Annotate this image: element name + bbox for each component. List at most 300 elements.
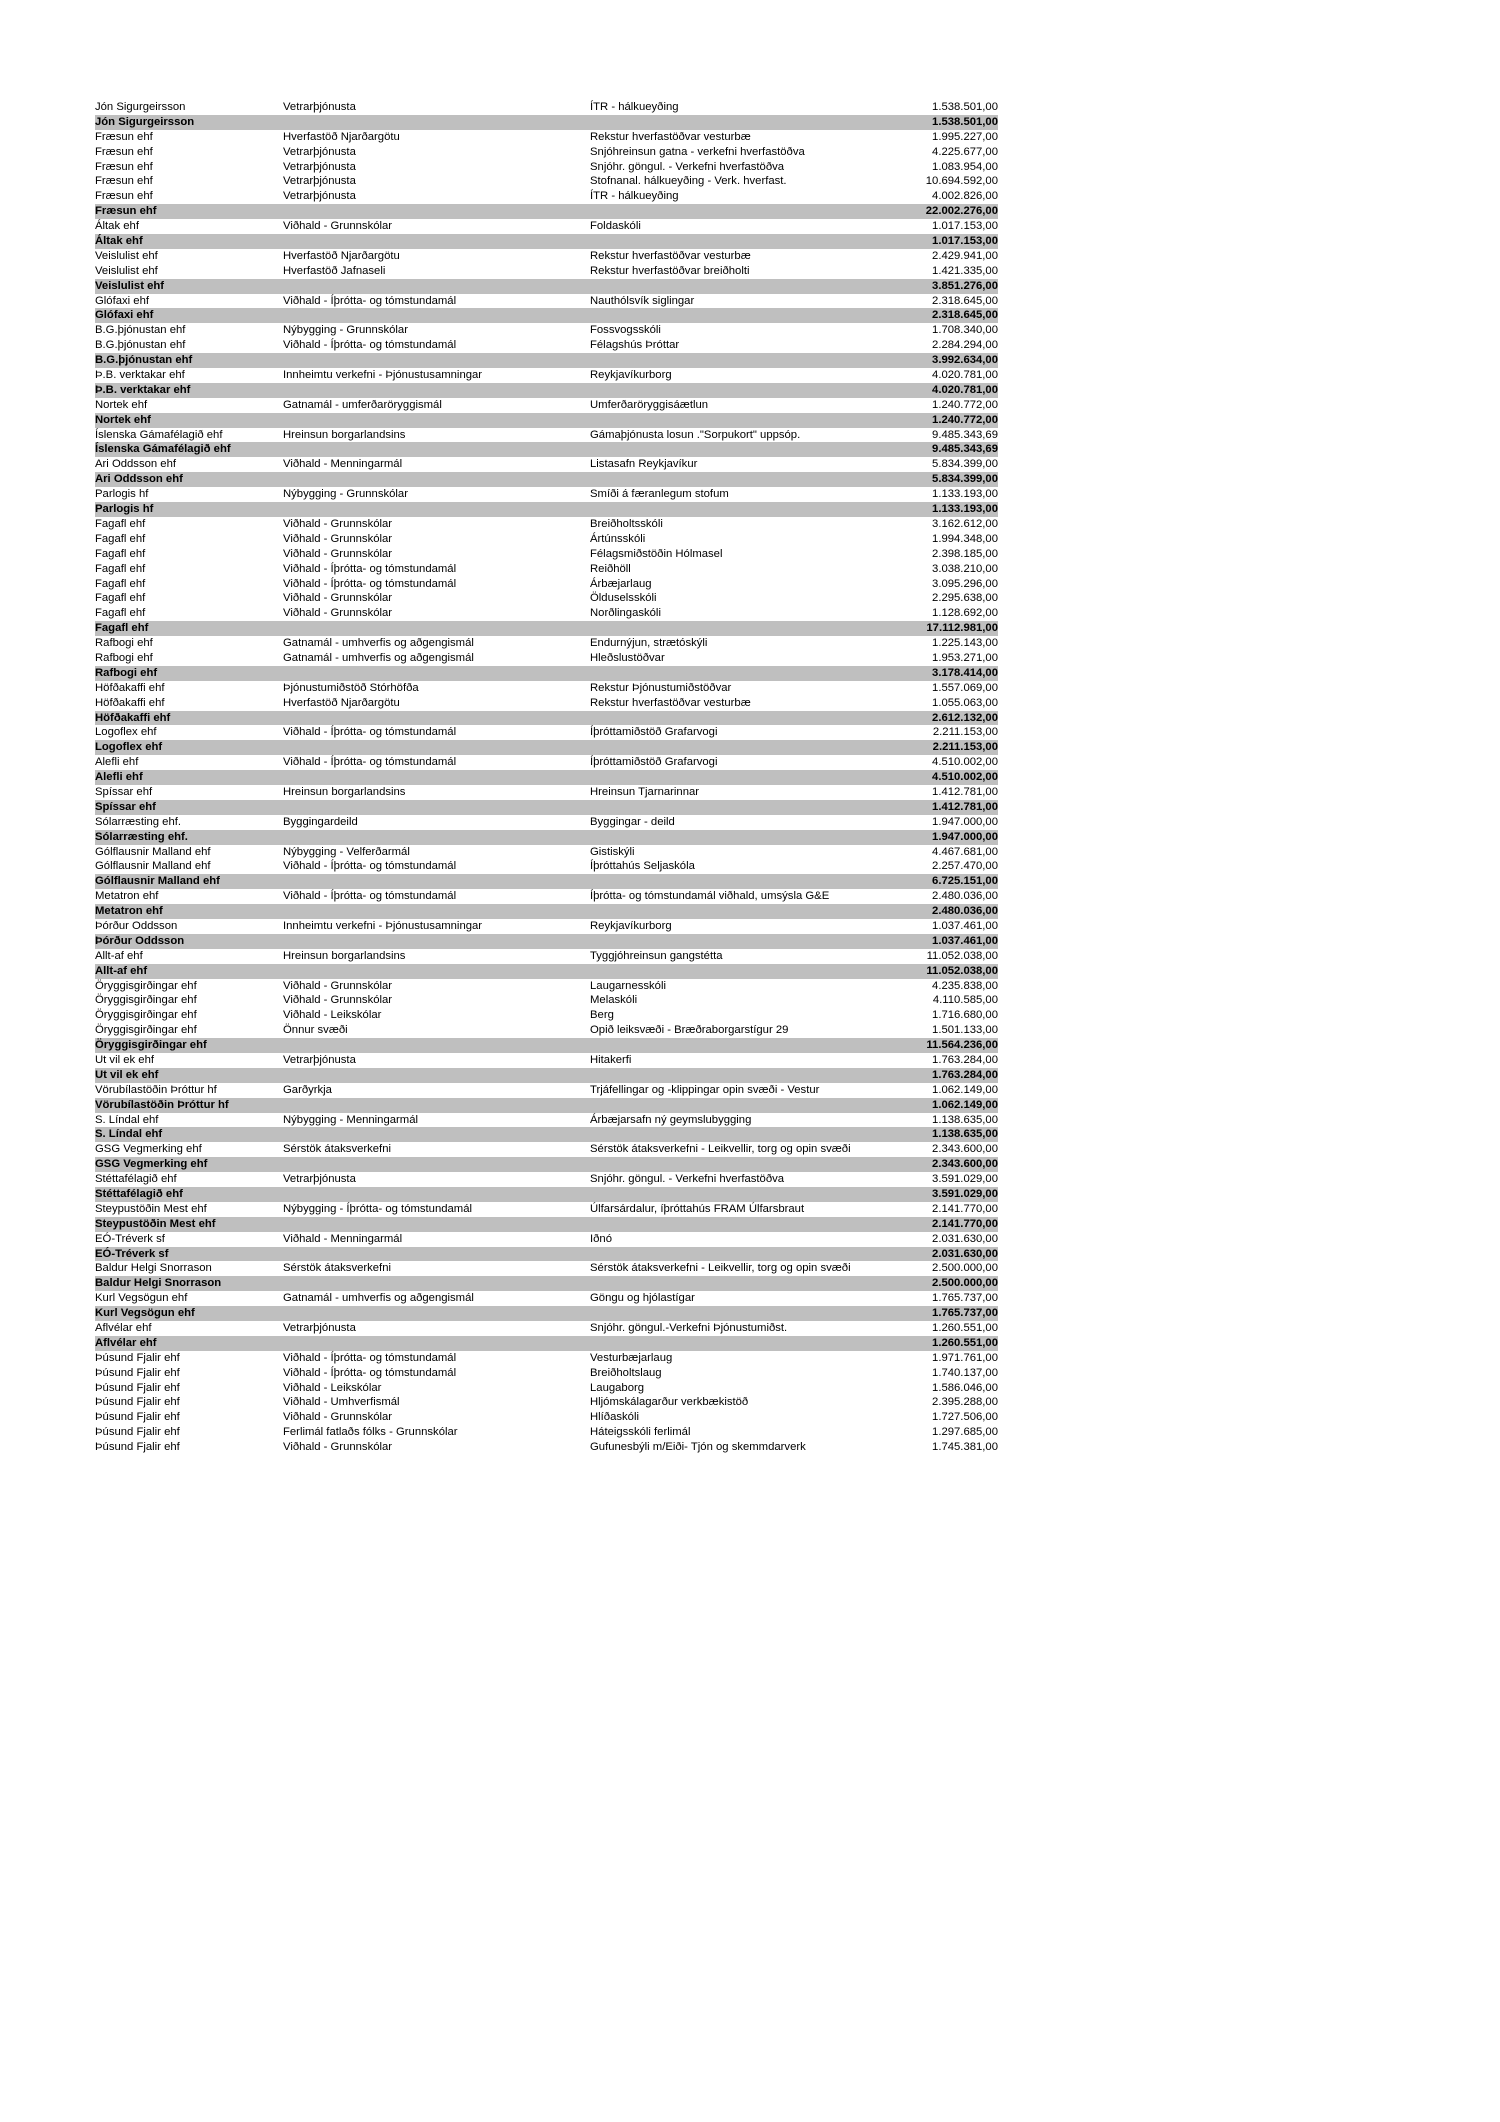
subtotal-row bbox=[95, 1276, 998, 1291]
vendor-cell: Metatron ehf bbox=[95, 905, 163, 918]
description-cell: Félagsmiðstöðin Hólmasel bbox=[590, 547, 723, 560]
amount-cell: 2.211.153,00 bbox=[932, 741, 998, 754]
vendor-cell: Þúsund Fjalir ehf bbox=[95, 1426, 180, 1439]
amount-cell: 1.260.551,00 bbox=[932, 1322, 998, 1335]
amount-cell: 1.297.685,00 bbox=[932, 1426, 998, 1439]
subtotal-row bbox=[95, 740, 998, 755]
amount-cell: 3.591.029,00 bbox=[932, 1173, 998, 1186]
vendor-cell: Fagafl ehf bbox=[95, 547, 146, 560]
description-cell: Sérstök átaksverkefni - Leikvellir, torg og opin svæði bbox=[590, 1143, 851, 1156]
vendor-cell: S. Líndal ehf bbox=[95, 1113, 159, 1126]
amount-cell: 1.062.149,00 bbox=[932, 1098, 998, 1111]
category-cell: Nýbygging - Menningarmál bbox=[283, 1113, 418, 1126]
category-cell: Garðyrkja bbox=[283, 1083, 332, 1096]
table-row bbox=[95, 145, 998, 160]
amount-cell: 4.510.002,00 bbox=[932, 771, 998, 784]
table-row bbox=[95, 725, 998, 740]
category-cell: Byggingardeild bbox=[283, 815, 358, 828]
amount-cell: 11.052.038,00 bbox=[926, 949, 998, 962]
table-row bbox=[95, 1395, 998, 1410]
description-cell: Laugarnesskóli bbox=[590, 979, 666, 992]
vendor-cell: Þúsund Fjalir ehf bbox=[95, 1381, 180, 1394]
vendor-cell: Kurl Vegsögun ehf bbox=[95, 1292, 188, 1305]
subtotal-row bbox=[95, 1247, 998, 1262]
amount-cell: 3.162.612,00 bbox=[932, 517, 998, 530]
subtotal-row bbox=[95, 279, 998, 294]
vendor-cell: GSG Vegmerking ehf bbox=[95, 1143, 202, 1156]
description-cell: Byggingar - deild bbox=[590, 815, 675, 828]
table-row bbox=[95, 651, 998, 666]
amount-cell: 1.745.381,00 bbox=[932, 1441, 998, 1454]
vendor-cell: Metatron ehf bbox=[95, 890, 159, 903]
description-cell: Hlíðaskóli bbox=[590, 1411, 639, 1424]
amount-cell: 1.412.781,00 bbox=[932, 800, 998, 813]
table-row bbox=[95, 1425, 998, 1440]
subtotal-row bbox=[95, 711, 998, 726]
table-row bbox=[95, 100, 998, 115]
description-cell: Rekstur hverfastöðvar vesturbæ bbox=[590, 696, 751, 709]
description-cell: Háteigsskóli ferlimál bbox=[590, 1426, 691, 1439]
description-cell: Gámaþjónusta losun ."Sorpukort" uppsóp. bbox=[590, 428, 801, 441]
amount-cell: 1.133.193,00 bbox=[932, 503, 998, 516]
category-cell: Viðhald - Íþrótta- og tómstundamál bbox=[283, 890, 457, 903]
vendor-cell: S. Líndal ehf bbox=[95, 1128, 163, 1141]
vendor-cell: Aflvélar ehf bbox=[95, 1336, 157, 1349]
vendor-cell: Baldur Helgi Snorrason bbox=[95, 1262, 212, 1275]
category-cell: Nýbygging - Íþrótta- og tómstundamál bbox=[283, 1202, 473, 1215]
amount-cell: 4.110.585,00 bbox=[932, 994, 998, 1007]
amount-cell: 2.318.645,00 bbox=[932, 294, 998, 307]
description-cell: Hleðslustöðvar bbox=[590, 651, 665, 664]
description-cell: Hitakerfi bbox=[590, 1054, 632, 1066]
category-cell: Gatnamál - umhverfis og aðgengismál bbox=[283, 637, 474, 650]
table-row bbox=[95, 636, 998, 651]
table-row bbox=[95, 249, 998, 264]
description-cell: Íþróttahús Seljaskóla bbox=[590, 860, 695, 873]
vendor-cell: Steypustöðin Mest ehf bbox=[95, 1217, 216, 1230]
vendor-cell: Fagafl ehf bbox=[95, 607, 146, 620]
vendor-cell: Veislulist ehf bbox=[95, 264, 158, 277]
amount-cell: 2.612.132,00 bbox=[932, 711, 998, 724]
vendor-cell: Þúsund Fjalir ehf bbox=[95, 1441, 180, 1454]
vendor-cell: Þúsund Fjalir ehf bbox=[95, 1366, 180, 1379]
vendor-cell: Áltak ehf bbox=[95, 235, 143, 248]
description-cell: Íþróttamiðstöð Grafarvogi bbox=[590, 726, 718, 739]
subtotal-row bbox=[95, 234, 998, 249]
table-row bbox=[95, 323, 998, 338]
amount-cell: 6.725.151,00 bbox=[932, 875, 998, 888]
amount-cell: 2.257.470,00 bbox=[932, 860, 998, 873]
subtotal-row bbox=[95, 874, 998, 889]
amount-cell: 1.538.501,00 bbox=[932, 101, 998, 113]
vendor-cell: Áltak ehf bbox=[95, 220, 139, 233]
category-cell: Viðhald - Grunnskólar bbox=[283, 532, 393, 545]
amount-cell: 1.994.348,00 bbox=[932, 532, 998, 545]
category-cell: Þjónustumiðstöð Stórhöfða bbox=[283, 681, 419, 694]
table-row bbox=[95, 755, 998, 770]
description-cell: Úlfarsárdalur, íþróttahús FRAM Úlfarsbraut bbox=[590, 1202, 805, 1215]
description-cell: Snjóhr. göngul.-Verkefni Þjónustumiðst. bbox=[590, 1322, 788, 1335]
vendor-cell: Alefli ehf bbox=[95, 756, 139, 769]
vendor-cell: Öryggisgirðingar ehf bbox=[95, 1039, 207, 1052]
subtotal-row bbox=[95, 1038, 998, 1053]
vendor-cell: Höfðakaffi ehf bbox=[95, 711, 171, 724]
vendor-cell: Fagafl ehf bbox=[95, 622, 149, 635]
category-cell: Viðhald - Grunnskólar bbox=[283, 220, 393, 233]
amount-cell: 4.225.677,00 bbox=[932, 145, 998, 158]
description-cell: Laugaborg bbox=[590, 1381, 645, 1394]
subtotal-row bbox=[95, 1306, 998, 1321]
description-cell: Foldaskóli bbox=[590, 220, 641, 233]
amount-cell: 1.260.551,00 bbox=[932, 1336, 998, 1349]
vendor-cell: Rafbogi ehf bbox=[95, 637, 153, 650]
vendor-cell: Kurl Vegsögun ehf bbox=[95, 1307, 195, 1320]
amount-cell: 2.480.036,00 bbox=[932, 905, 998, 918]
amount-cell: 1.765.737,00 bbox=[932, 1292, 998, 1305]
vendor-cell: Fagafl ehf bbox=[95, 592, 146, 605]
category-cell: Innheimtu verkefni - Þjónustusamningar bbox=[283, 919, 483, 932]
category-cell: Viðhald - Íþrótta- og tómstundamál bbox=[283, 1351, 457, 1364]
vendor-cell: Þúsund Fjalir ehf bbox=[95, 1351, 180, 1364]
table-row bbox=[95, 979, 998, 994]
vendor-cell: Parlogis hf bbox=[95, 503, 154, 516]
vendor-cell: Glófaxi ehf bbox=[95, 294, 150, 307]
vendor-cell: Þúsund Fjalir ehf bbox=[95, 1396, 180, 1409]
vendor-cell: Höfðakaffi ehf bbox=[95, 696, 165, 709]
category-cell: Sérstök átaksverkefni bbox=[283, 1262, 391, 1275]
amount-cell: 2.031.630,00 bbox=[932, 1232, 998, 1245]
description-cell: Íþróttamiðstöð Grafarvogi bbox=[590, 756, 718, 769]
amount-cell: 9.485.343,69 bbox=[932, 443, 998, 456]
description-cell: Opið leiksvæði - Bræðraborgarstígur 29 bbox=[590, 1024, 789, 1037]
table-row bbox=[95, 457, 998, 472]
description-cell: Iðnó bbox=[590, 1232, 612, 1245]
vendor-cell: B.G.þjónustan ehf bbox=[95, 339, 186, 352]
vendor-cell: EÓ-Tréverk sf bbox=[95, 1247, 169, 1260]
vendor-cell: Fræsun ehf bbox=[95, 205, 157, 218]
amount-cell: 11.052.038,00 bbox=[926, 964, 998, 977]
vendor-cell: Öryggisgirðingar ehf bbox=[95, 994, 197, 1007]
category-cell: Vetrarþjónusta bbox=[283, 190, 356, 203]
subtotal-row bbox=[95, 830, 998, 845]
amount-cell: 3.851.276,00 bbox=[932, 279, 998, 292]
category-cell: Viðhald - Grunnskólar bbox=[283, 607, 393, 620]
table-row bbox=[95, 1142, 998, 1157]
amount-cell: 10.694.592,00 bbox=[925, 175, 998, 188]
category-cell: Viðhald - Íþrótta- og tómstundamál bbox=[283, 577, 457, 590]
amount-cell: 5.834.399,00 bbox=[932, 458, 998, 471]
table-row bbox=[95, 1321, 998, 1336]
vendor-cell: EÓ-Tréverk sf bbox=[95, 1232, 165, 1245]
vendor-cell: Fagafl ehf bbox=[95, 532, 146, 545]
description-cell: Rekstur Þjónustumiðstöðvar bbox=[590, 681, 732, 694]
table-row bbox=[95, 889, 998, 904]
vendor-cell: Fræsun ehf bbox=[95, 145, 153, 158]
amount-cell: 1.765.737,00 bbox=[932, 1307, 998, 1320]
category-cell: Viðhald - Leikskólar bbox=[283, 1009, 382, 1022]
description-cell: Rekstur hverfastöðvar breiðholti bbox=[590, 264, 750, 277]
vendor-cell: B.G.þjónustan ehf bbox=[95, 324, 186, 337]
category-cell: Nýbygging - Grunnskólar bbox=[283, 324, 408, 337]
vendor-cell: Íslenska Gámafélagið ehf bbox=[95, 443, 231, 456]
amount-cell: 1.971.761,00 bbox=[932, 1351, 998, 1364]
vendor-cell: Aflvélar ehf bbox=[95, 1322, 152, 1335]
vendor-cell: Stéttafélagið ehf bbox=[95, 1173, 177, 1186]
table-row bbox=[95, 1023, 998, 1038]
category-cell: Viðhald - Íþrótta- og tómstundamál bbox=[283, 294, 457, 307]
table-row bbox=[95, 532, 998, 547]
table-row bbox=[95, 1261, 998, 1276]
subtotal-row bbox=[95, 502, 998, 517]
amount-cell: 1.716.680,00 bbox=[932, 1009, 998, 1022]
vendor-cell: Nortek ehf bbox=[95, 398, 148, 411]
category-cell: Viðhald - Menningarmál bbox=[283, 458, 403, 471]
description-cell: Ártúnsskóli bbox=[590, 532, 646, 545]
subtotal-row bbox=[95, 1068, 998, 1083]
amount-cell: 2.141.770,00 bbox=[932, 1217, 998, 1230]
description-cell: Stofnanal. hálkueyðing - Verk. hverfast. bbox=[590, 175, 787, 188]
table-row bbox=[95, 845, 998, 860]
vendor-cell: Allt-af ehf bbox=[95, 964, 148, 977]
amount-cell: 1.138.635,00 bbox=[932, 1128, 998, 1141]
category-cell: Vetrarþjónusta bbox=[283, 1322, 356, 1335]
vendor-cell: Spíssar ehf bbox=[95, 785, 153, 798]
vendor-cell: Þ.B. verktakar ehf bbox=[95, 383, 191, 396]
category-cell: Vetrarþjónusta bbox=[283, 145, 356, 158]
category-cell: Gatnamál - umhverfis og aðgengismál bbox=[283, 651, 474, 664]
vendor-cell: Stéttafélagið ehf bbox=[95, 1188, 183, 1201]
table-row bbox=[95, 696, 998, 711]
vendor-cell: Vörubílastöðin Þróttur hf bbox=[95, 1083, 217, 1096]
description-cell: Tyggjóhreinsun gangstétta bbox=[590, 949, 723, 962]
table-row bbox=[95, 815, 998, 830]
table-row bbox=[95, 189, 998, 204]
description-cell: Félagshús Þróttar bbox=[590, 339, 680, 352]
table-row bbox=[95, 219, 998, 234]
description-cell: Norðlingaskóli bbox=[590, 607, 661, 620]
table-row bbox=[95, 547, 998, 562]
vendor-cell: Gólflausnir Malland ehf bbox=[95, 845, 211, 858]
table-row bbox=[95, 1083, 998, 1098]
subtotal-row bbox=[95, 442, 998, 457]
category-cell: Viðhald - Umhverfismál bbox=[283, 1396, 400, 1409]
amount-cell: 17.112.981,00 bbox=[926, 622, 998, 635]
table-row bbox=[95, 949, 998, 964]
amount-cell: 1.501.133,00 bbox=[932, 1024, 998, 1037]
description-cell: Göngu og hjólastígar bbox=[590, 1292, 695, 1305]
table-row bbox=[95, 174, 998, 189]
vendor-cell: GSG Vegmerking ehf bbox=[95, 1158, 208, 1171]
amount-cell: 2.395.288,00 bbox=[932, 1396, 998, 1409]
category-cell: Viðhald - Grunnskólar bbox=[283, 517, 393, 530]
amount-cell: 1.586.046,00 bbox=[932, 1381, 998, 1394]
subtotal-row bbox=[95, 115, 998, 130]
amount-cell: 3.095.296,00 bbox=[932, 577, 998, 590]
amount-cell: 4.020.781,00 bbox=[932, 369, 998, 382]
subtotal-row bbox=[95, 1336, 998, 1351]
vendor-cell: Nortek ehf bbox=[95, 413, 151, 426]
vendor-cell: Fagafl ehf bbox=[95, 517, 146, 530]
table-row bbox=[95, 294, 998, 309]
table-row bbox=[95, 428, 998, 443]
amount-cell: 1.037.461,00 bbox=[932, 934, 998, 947]
table-row bbox=[95, 1351, 998, 1366]
description-cell: Reykjavíkurborg bbox=[590, 919, 672, 932]
amount-cell: 2.295.638,00 bbox=[932, 592, 998, 605]
description-cell: Gufunesbýli m/Eiði- Tjón og skemmdarverk bbox=[590, 1441, 806, 1454]
vendor-cell: Fræsun ehf bbox=[95, 160, 153, 173]
description-cell: Reykjavíkurborg bbox=[590, 369, 672, 382]
category-cell: Viðhald - Grunnskólar bbox=[283, 1411, 393, 1424]
description-cell: Snjóhr. göngul. - Verkefni hverfastöðva bbox=[590, 1173, 785, 1186]
category-cell: Hreinsun borgarlandsins bbox=[283, 949, 406, 962]
amount-cell: 4.467.681,00 bbox=[932, 845, 998, 858]
table-row bbox=[95, 606, 998, 621]
amount-cell: 1.763.284,00 bbox=[932, 1054, 998, 1066]
subtotal-row bbox=[95, 666, 998, 681]
description-cell: Fossvogsskóli bbox=[590, 324, 661, 337]
table-row bbox=[95, 1008, 998, 1023]
amount-cell: 2.343.600,00 bbox=[932, 1143, 998, 1156]
category-cell: Viðhald - Menningarmál bbox=[283, 1232, 403, 1245]
table-row bbox=[95, 1366, 998, 1381]
table-row bbox=[95, 1053, 998, 1068]
amount-cell: 4.510.002,00 bbox=[932, 756, 998, 769]
vendor-cell: Veislulist ehf bbox=[95, 279, 165, 292]
amount-cell: 1.995.227,00 bbox=[932, 130, 998, 143]
category-cell: Viðhald - Íþrótta- og tómstundamál bbox=[283, 726, 457, 739]
description-cell: Hljómskálagarður verkbækistöð bbox=[590, 1396, 749, 1409]
subtotal-row bbox=[95, 800, 998, 815]
category-cell: Gatnamál - umhverfis og aðgengismál bbox=[283, 1292, 474, 1305]
amount-cell: 1.421.335,00 bbox=[932, 264, 998, 277]
amount-cell: 1.538.501,00 bbox=[932, 115, 998, 128]
table-row bbox=[95, 487, 998, 502]
amount-cell: 22.002.276,00 bbox=[925, 205, 998, 218]
amount-cell: 2.284.294,00 bbox=[932, 339, 998, 352]
description-cell: Ölduselsskóli bbox=[590, 592, 657, 605]
vendor-cell: B.G.þjónustan ehf bbox=[95, 354, 193, 367]
description-cell: Hreinsun Tjarnarinnar bbox=[590, 785, 700, 798]
description-cell: Sérstök átaksverkefni - Leikvellir, torg og opin svæði bbox=[590, 1262, 851, 1275]
amount-cell: 3.992.634,00 bbox=[932, 354, 998, 367]
description-cell: Vesturbæjarlaug bbox=[590, 1351, 673, 1364]
vendor-cell: Fagafl ehf bbox=[95, 562, 146, 575]
vendor-cell: Fagafl ehf bbox=[95, 577, 146, 590]
amount-cell: 1.708.340,00 bbox=[932, 324, 998, 337]
table-row bbox=[95, 130, 998, 145]
description-cell: ÍTR - hálkueyðing bbox=[590, 101, 679, 113]
amount-cell: 1.947.000,00 bbox=[932, 830, 998, 843]
vendor-cell: Jón Sigurgeirsson bbox=[95, 101, 186, 113]
amount-cell: 2.500.000,00 bbox=[932, 1277, 998, 1290]
table-row bbox=[95, 859, 998, 874]
category-cell: Vetrarþjónusta bbox=[283, 160, 356, 173]
subtotal-row bbox=[95, 770, 998, 785]
table-row bbox=[95, 577, 998, 592]
table-row bbox=[95, 562, 998, 577]
category-cell: Viðhald - Grunnskólar bbox=[283, 547, 393, 560]
table-row bbox=[95, 1232, 998, 1247]
description-cell: Rekstur hverfastöðvar vesturbæ bbox=[590, 249, 751, 262]
category-cell: Vetrarþjónusta bbox=[283, 101, 356, 113]
category-cell: Viðhald - Leikskólar bbox=[283, 1381, 382, 1394]
table-row bbox=[95, 1113, 998, 1128]
description-cell: Snjóhr. göngul. - Verkefni hverfastöðva bbox=[590, 160, 785, 173]
amount-cell: 1.225.143,00 bbox=[932, 637, 998, 650]
category-cell: Viðhald - Íþrótta- og tómstundamál bbox=[283, 756, 457, 769]
category-cell: Viðhald - Íþrótta- og tómstundamál bbox=[283, 860, 457, 873]
vendor-cell: Baldur Helgi Snorrason bbox=[95, 1277, 222, 1290]
category-cell: Viðhald - Grunnskólar bbox=[283, 592, 393, 605]
category-cell: Hreinsun borgarlandsins bbox=[283, 785, 406, 798]
description-cell: Árbæjarsafn ný geymslubygging bbox=[590, 1113, 752, 1126]
category-cell: Hreinsun borgarlandsins bbox=[283, 428, 406, 441]
amount-cell: 2.398.185,00 bbox=[932, 547, 998, 560]
category-cell: Hverfastöð Njarðargötu bbox=[283, 130, 400, 143]
amount-cell: 1.017.153,00 bbox=[932, 220, 998, 233]
amount-cell: 1.240.772,00 bbox=[932, 413, 998, 426]
table-row bbox=[95, 993, 998, 1008]
category-cell: Hverfastöð Jafnaseli bbox=[283, 264, 386, 277]
table-row bbox=[95, 368, 998, 383]
amount-cell: 1.947.000,00 bbox=[932, 815, 998, 828]
vendor-cell: Öryggisgirðingar ehf bbox=[95, 1024, 197, 1037]
table-row bbox=[95, 1202, 998, 1217]
table-row bbox=[95, 1172, 998, 1187]
vendor-cell: Ut vil ek ehf bbox=[95, 1054, 155, 1066]
subtotal-row bbox=[95, 472, 998, 487]
description-cell: Breiðholtslaug bbox=[590, 1366, 662, 1379]
description-cell: Rekstur hverfastöðvar vesturbæ bbox=[590, 130, 751, 143]
description-cell: Reiðhöll bbox=[590, 562, 631, 575]
description-cell: ÍTR - hálkueyðing bbox=[590, 190, 679, 203]
description-cell: Melaskóli bbox=[590, 994, 638, 1007]
category-cell: Innheimtu verkefni - Þjónustusamningar bbox=[283, 369, 483, 382]
amount-cell: 9.485.343,69 bbox=[932, 428, 998, 441]
vendor-cell: Ari Oddsson ehf bbox=[95, 458, 177, 471]
table-row bbox=[95, 338, 998, 353]
subtotal-row bbox=[95, 1187, 998, 1202]
category-cell: Hverfastöð Njarðargötu bbox=[283, 249, 400, 262]
vendor-cell: Ari Oddsson ehf bbox=[95, 473, 183, 486]
amount-cell: 4.002.826,00 bbox=[932, 190, 998, 203]
vendor-cell: Rafbogi ehf bbox=[95, 666, 158, 679]
subtotal-row bbox=[95, 308, 998, 323]
subtotal-row bbox=[95, 964, 998, 979]
description-cell: Breiðholtsskóli bbox=[590, 517, 663, 530]
subtotal-row bbox=[95, 204, 998, 219]
amount-cell: 2.141.770,00 bbox=[932, 1202, 998, 1215]
table-row bbox=[95, 1440, 998, 1455]
description-cell: Gistiskýli bbox=[590, 845, 635, 858]
table-row bbox=[95, 264, 998, 279]
amount-cell: 1.727.506,00 bbox=[932, 1411, 998, 1424]
vendor-cell: Þórður Oddsson bbox=[95, 919, 178, 932]
table-row bbox=[95, 681, 998, 696]
amount-cell: 1.133.193,00 bbox=[932, 488, 998, 501]
description-cell: Berg bbox=[590, 1009, 614, 1022]
description-cell: Smíði á færanlegum stofum bbox=[590, 488, 729, 501]
subtotal-row bbox=[95, 934, 998, 949]
vendor-cell: Logoflex ehf bbox=[95, 741, 163, 754]
amount-cell: 2.343.600,00 bbox=[932, 1158, 998, 1171]
vendor-cell: Öryggisgirðingar ehf bbox=[95, 979, 197, 992]
description-cell: Snjóhreinsun gatna - verkefni hverfastöðva bbox=[590, 145, 805, 158]
amount-cell: 1.128.692,00 bbox=[932, 607, 998, 620]
amount-cell: 1.557.069,00 bbox=[932, 681, 998, 694]
subtotal-row bbox=[95, 1157, 998, 1172]
